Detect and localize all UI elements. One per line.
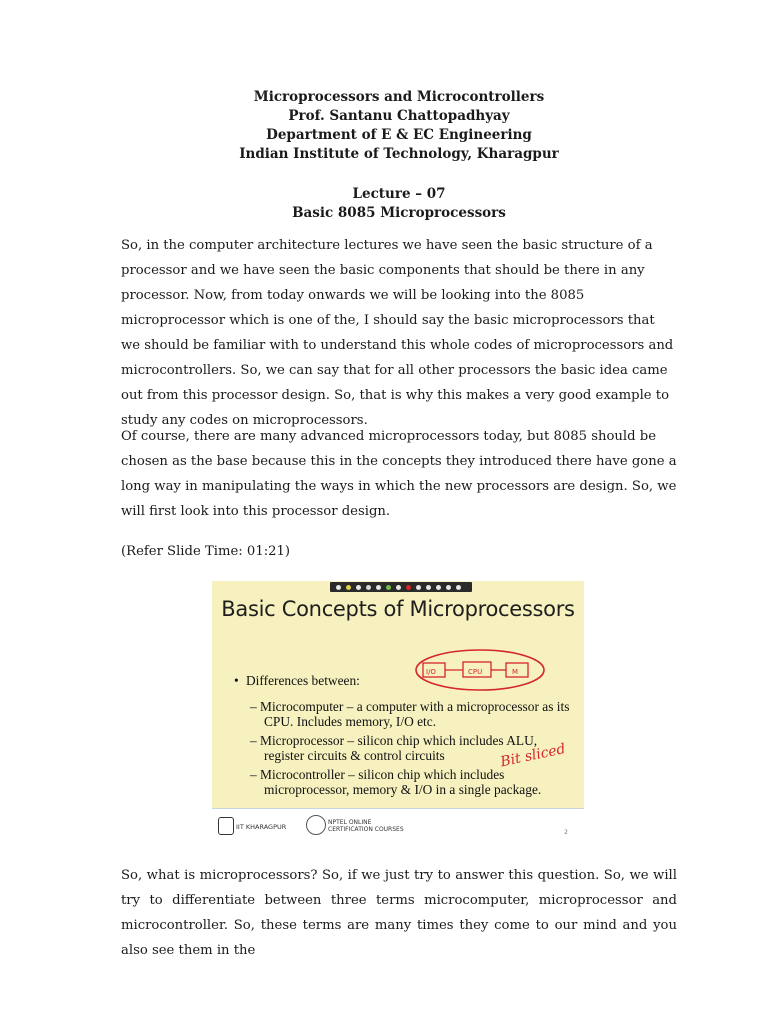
professor-name: Prof. Santanu Chattopadhyay [288, 108, 510, 124]
memory-box-label: M [512, 668, 519, 676]
slide-time-reference: (Refer Slide Time: 01:21) [121, 544, 291, 559]
io-box-label: I/O [426, 668, 436, 676]
department-name: Department of E & EC Engineering [266, 127, 532, 143]
paragraph-what-is-microprocessor: So, what is microprocessors? So, if we just try to answer this question. So, we will try to differentiate between three terms microcomputer, microprocessor and microcontroller. So, these terms are many times they come to our mind and you also see them in the [121, 868, 677, 958]
lecture-slide [212, 581, 584, 846]
slide-footer [212, 808, 584, 846]
footer-nptel-line2: CERTIFICATION COURSES [328, 826, 404, 833]
bit-sliced-annotation: Bit sliced [499, 740, 567, 771]
lecture-number: Lecture – 07 [352, 186, 446, 202]
document-header [0, 88, 768, 223]
paragraph-why-8085: Of course, there are many advanced microprocessors today, but 8085 should be chosen as the base because this in the concepts they introduced there have gone a long way in manipulating the ways in which the new processors are design. So, we will first look into this processor design. [121, 429, 677, 519]
slide-item-microprocessor: – Microprocessor – silicon chip which includes ALU, register circuits & control circuits [250, 733, 538, 763]
footer-institute: IIT KHARAGPUR [236, 823, 287, 831]
slide-body [234, 673, 574, 797]
lecture-topic: Basic 8085 Microprocessors [292, 205, 506, 221]
footer-nptel-line1: NPTEL ONLINE [328, 819, 372, 826]
slide-bullet: • Differences between: [234, 673, 574, 688]
slide-title: Basic Concepts of Microprocessors [221, 597, 575, 621]
footer-nptel [328, 819, 404, 833]
nptel-logo-icon [306, 815, 326, 835]
course-title: Microprocessors and Microcontrollers [253, 89, 545, 105]
institute-name: Indian Institute of Technology, Kharagpur [239, 146, 559, 162]
paragraph-intro: So, in the computer architecture lectures we have seen the basic structure of a processor and we have seen the basic components that should be there in any processor. Now, from today onwards we will be looking into the 8085 microprocessor which is one of the, I should say the basic microprocessors that we should be familiar with to understand this whole codes of microprocessors and microcontrollers. So, we can say that for all other processors the basic idea came out from this processor design. So, that is why this makes a very good example to study any codes on microprocessors. [121, 238, 674, 428]
slide-item-microcontroller: – Microcontroller – silicon chip which includes microprocessor, memory & I/O in a single package. [250, 767, 542, 797]
iit-logo-icon [218, 817, 234, 835]
slide-item-microcomputer: – Microcomputer – a computer with a microprocessor as its CPU. Includes memory, I/O etc. [250, 699, 570, 729]
cpu-box-label: CPU [468, 668, 483, 676]
slide-page-number: 2 [564, 829, 568, 836]
